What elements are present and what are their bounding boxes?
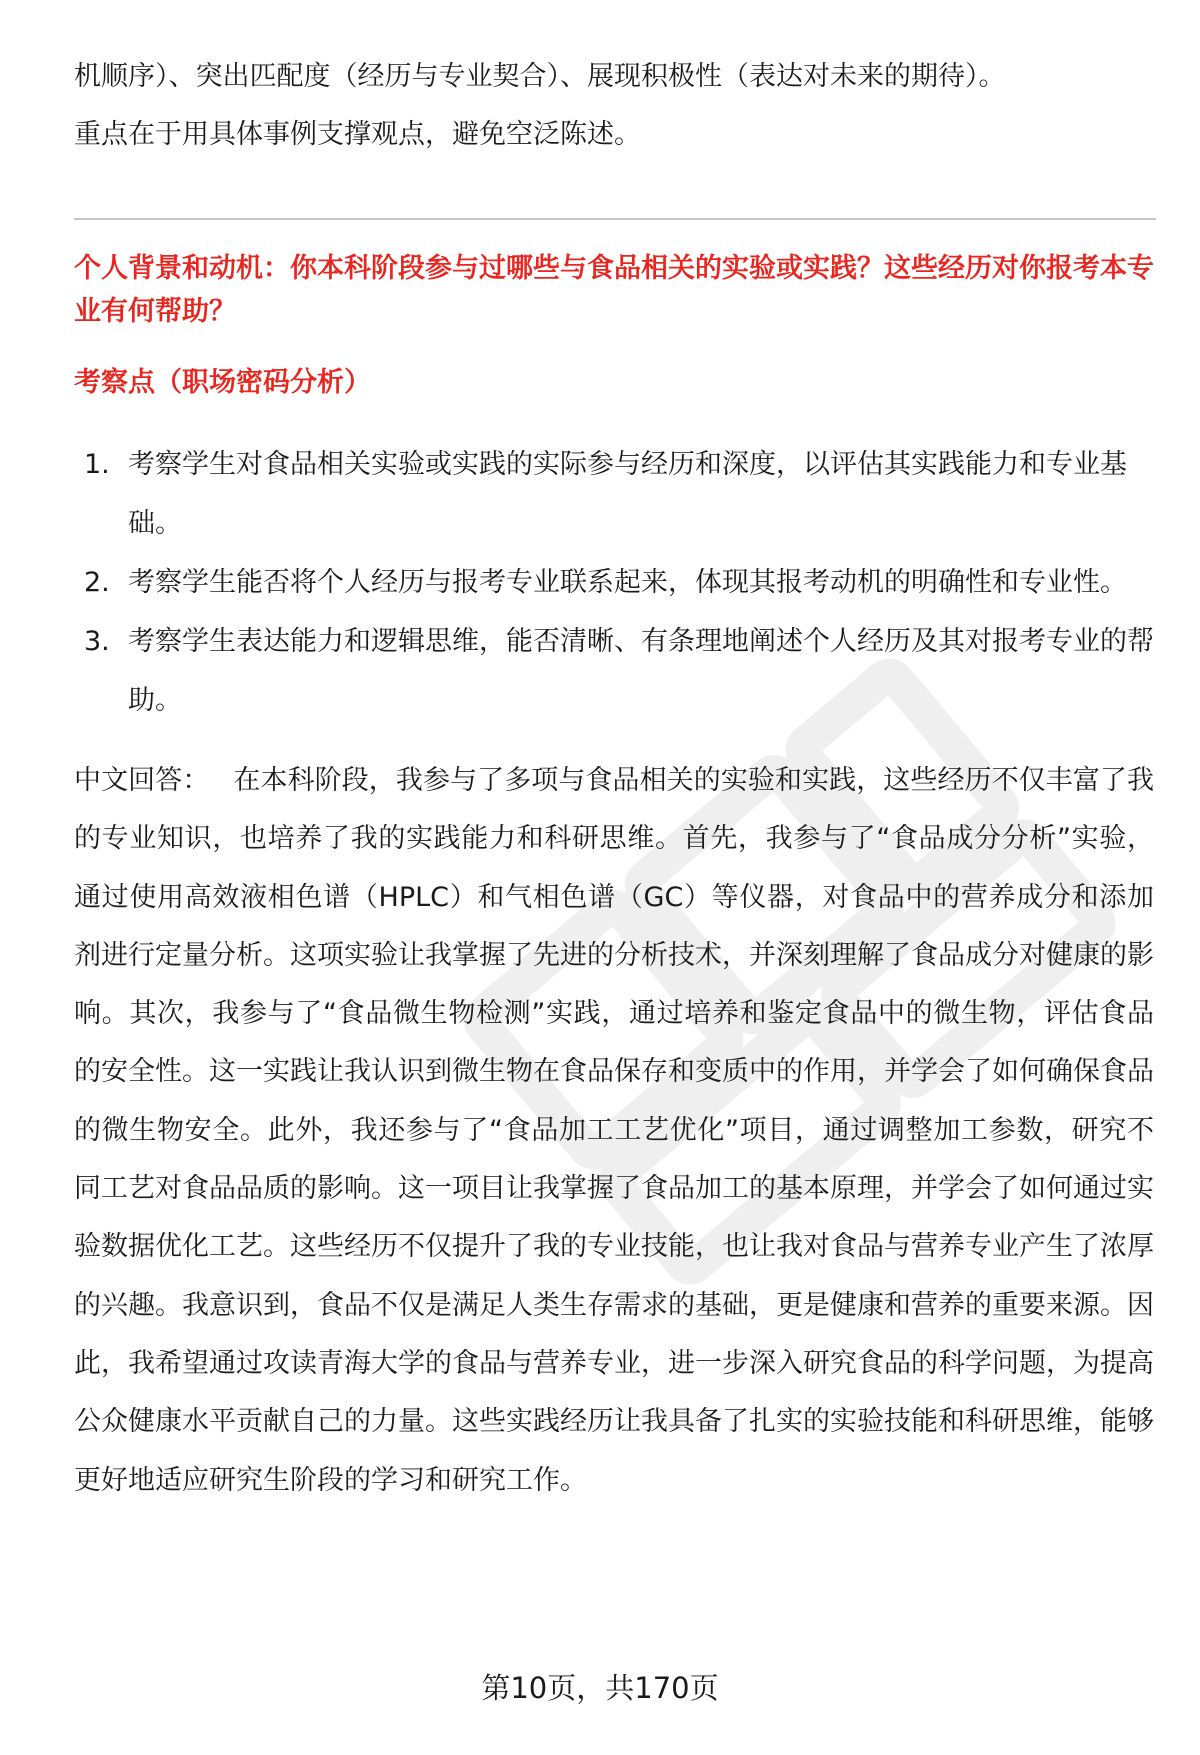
list-item [74, 553, 1154, 612]
question-title: 个人背景和动机：你本科阶段参与过哪些与食品相关的实验或实践？这些经历对你报考本专业有何帮助？ [74, 253, 1154, 327]
question-section [74, 247, 1154, 1510]
points-heading: 考察点（职场密码分析） [74, 367, 371, 398]
list-item-number: 2. [84, 567, 110, 598]
list-item-text: 考察学生对食品相关实验或实践的实际参与经历和深度，以评估其实践能力和专业基础。 [128, 449, 1127, 539]
section-divider [74, 218, 1156, 220]
page-number-footer: 第10页，共170页 [481, 1671, 719, 1705]
list-item-text: 考察学生表达能力和逻辑思维，能否清晰、有条理地阐述个人经历及其对报考专业的帮助。 [128, 626, 1154, 716]
list-item-number: 1. [84, 449, 110, 480]
list-item [74, 612, 1154, 730]
list-item-number: 3. [84, 626, 110, 657]
assessment-points-list [74, 435, 1154, 730]
list-item [74, 435, 1154, 553]
answer-label: 中文回答： [74, 765, 210, 796]
intro-line-2: 重点在于用具体事例支撑观点，避免空泛陈述。 [74, 119, 641, 150]
answer-text: 在本科阶段，我参与了多项与食品相关的实验和实践，这些经历不仅丰富了我的专业知识，也培养了我的实践能力和科研思维。首先，我参与了“食品成分分析”实验，通过使用高效液相色谱（HPLC）和气相色谱（GC）等仪器，对食品中的营养成分和添加剂进行定量分析。这项实验让我掌握了先进的分析技术，并深刻理解了食品成分对健康的影响。其次，我参与了“食品微生物检测”实践，通过培养和鉴定食品中的微生物，评估食品的安全性。这一实践让我认识到微生物在食品保存和变质中的作用，并学会了如何确保食品的微生物安全。此外，我还参与了“食品加工工艺优化”项目，通过调整加工参数，研究不同工艺对食品品质的影响。这一项目让我掌握了食品加工的基本原理，并学会了如何通过实验数据优化工艺。这些经历不仅提升了我的专业技能，也让我对食品与营养专业产生了浓厚的兴趣。我意识到，食品不仅是满足人类生存需求的基础，更是健康和营养的重要来源。因此，我希望通过攻读青海大学的食品与营养专业，进一步深入研究食品的科学问题，为提高公众健康水平贡献自己的力量。这些实践经历让我具备了扎实的实验技能和科研思维，能够更好地适应研究生阶段的学习和研究工作。 [74, 765, 1155, 1496]
answer-paragraph [74, 752, 1154, 1510]
intro-line-1: 机顺序）、突出匹配度（经历与专业契合）、展现积极性（表达对未来的期待）。 [74, 61, 1006, 92]
list-item-text: 考察学生能否将个人经历与报考专业联系起来，体现其报考动机的明确性和专业性。 [128, 567, 1127, 598]
top-continuation [74, 48, 1154, 164]
